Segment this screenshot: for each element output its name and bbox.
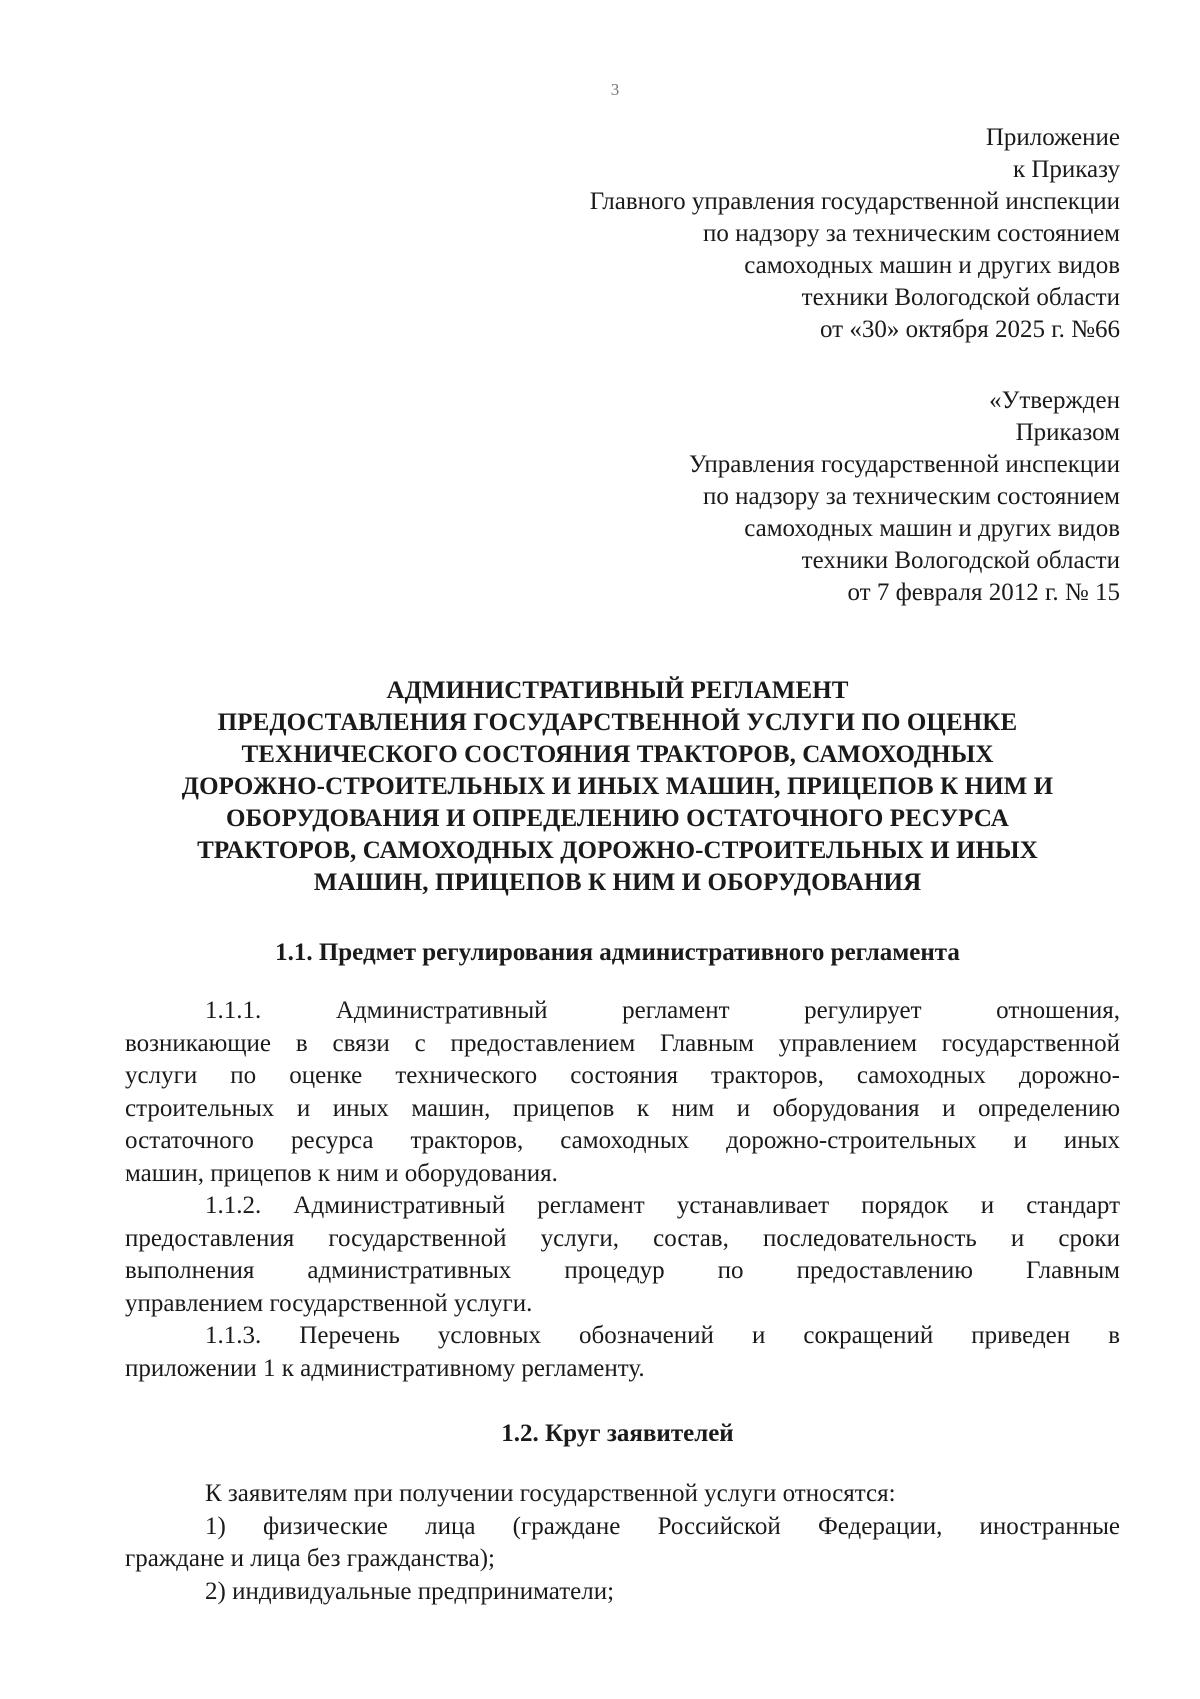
paragraph-1-1-3-line: 1.1.3. Перечень условных обозначений и сокращений приведен в	[205, 1322, 1120, 1349]
title-line: ДОРОЖНО-СТРОИТЕЛЬНЫХ И ИНЫХ МАШИН, ПРИЦЕПОВ К НИМ И	[181, 773, 1054, 800]
appendix-line: самоходных машин и других видов	[744, 252, 1120, 279]
appendix-line: Приложение	[985, 124, 1120, 151]
approved-line: самоходных машин и других видов	[744, 515, 1120, 542]
applicants-item-2: 2) индивидуальные предприниматели;	[205, 1577, 615, 1605]
paragraph-1-1-1-line: возникающие в связи с предоставлением Главным управлением государственной	[125, 1029, 1120, 1057]
approved-line: техники Вологодской области	[801, 547, 1120, 574]
title-line: ОБОРУДОВАНИЯ И ОПРЕДЕЛЕНИЮ ОСТАТОЧНОГО РЕСУРСА	[226, 805, 1009, 832]
applicants-item-1-line: граждане и лица без гражданства);	[125, 1545, 495, 1572]
approved-line: «Утвержден	[989, 387, 1120, 414]
paragraph-1-1-1-line: услуги по оценке технического состояния тракторов, самоходных дорожно-	[125, 1062, 1120, 1089]
paragraph-1-1-3-line: приложении 1 к административному регламенту.	[125, 1354, 645, 1382]
appendix-line: от «30» октября 2025 г. №66	[819, 316, 1120, 343]
page-number: 3	[610, 80, 620, 99]
section-heading-1-1: 1.1. Предмет регулирования административного регламента	[275, 939, 960, 966]
paragraph-1-1-1-line: 1.1.1. Административный регламент регулирует отношения,	[205, 997, 1120, 1024]
approved-line: по надзору за техническим состоянием	[702, 483, 1120, 510]
approved-block	[689, 385, 1120, 609]
document-title	[110, 675, 1125, 899]
section-1-2-body	[125, 1478, 1120, 1608]
paragraph-1-1-1-line: остаточного ресурса тракторов, самоходных дорожно-строительных и иных	[125, 1127, 1120, 1154]
paragraph-1-1-1-line: машин, прицепов к ним и оборудования.	[125, 1159, 558, 1187]
applicants-item-1-line: 1) физические лица (граждане Российской Федерации, иностранные	[205, 1512, 1120, 1540]
section-heading-1-2: 1.2. Круг заявителей	[501, 1420, 734, 1447]
section-1-1-body	[125, 995, 1120, 1385]
title-line: МАШИН, ПРИЦЕПОВ К НИМ И ОБОРУДОВАНИЯ	[313, 869, 922, 896]
paragraph-1-1-2-line: предоставления государственной услуги, состав, последовательность и сроки	[125, 1224, 1120, 1252]
title-line: АДМИНИСТРАТИВНЫЙ РЕГЛАМЕНТ	[386, 677, 849, 704]
title-line: ТЕХНИЧЕСКОГО СОСТОЯНИЯ ТРАКТОРОВ, САМОХОДНЫХ	[241, 741, 994, 768]
paragraph-1-1-2-line: 1.1.2. Административный регламент устанавливает порядок и стандарт	[205, 1192, 1120, 1219]
title-line: ТРАКТОРОВ, САМОХОДНЫХ ДОРОЖНО-СТРОИТЕЛЬНЫХ И ИНЫХ	[197, 837, 1038, 864]
appendix-line: к Приказу	[1012, 156, 1120, 183]
paragraph-1-1-1-line: строительных и иных машин, прицепов к ним и оборудования и определению	[125, 1094, 1120, 1122]
approved-line: Управления государственной инспекции	[688, 451, 1120, 478]
approved-line: Приказом	[1015, 419, 1120, 446]
appendix-line: техники Вологодской области	[801, 284, 1120, 311]
appendix-line: по надзору за техническим состоянием	[702, 220, 1120, 247]
appendix-block	[590, 122, 1120, 346]
approved-line: от 7 февраля 2012 г. № 15	[847, 579, 1120, 606]
paragraph-1-1-2-line: управлением государственной услуги.	[125, 1289, 533, 1317]
applicants-intro: К заявителям при получении государственной услуги относятся:	[205, 1480, 896, 1507]
paragraph-1-1-2-line: выполнения административных процедур по предоставлению Главным	[125, 1257, 1120, 1284]
title-line: ПРЕДОСТАВЛЕНИЯ ГОСУДАРСТВЕННОЙ УСЛУГИ ПО ОЦЕНКЕ	[217, 709, 1018, 736]
appendix-line: Главного управления государственной инспекции	[589, 188, 1120, 215]
